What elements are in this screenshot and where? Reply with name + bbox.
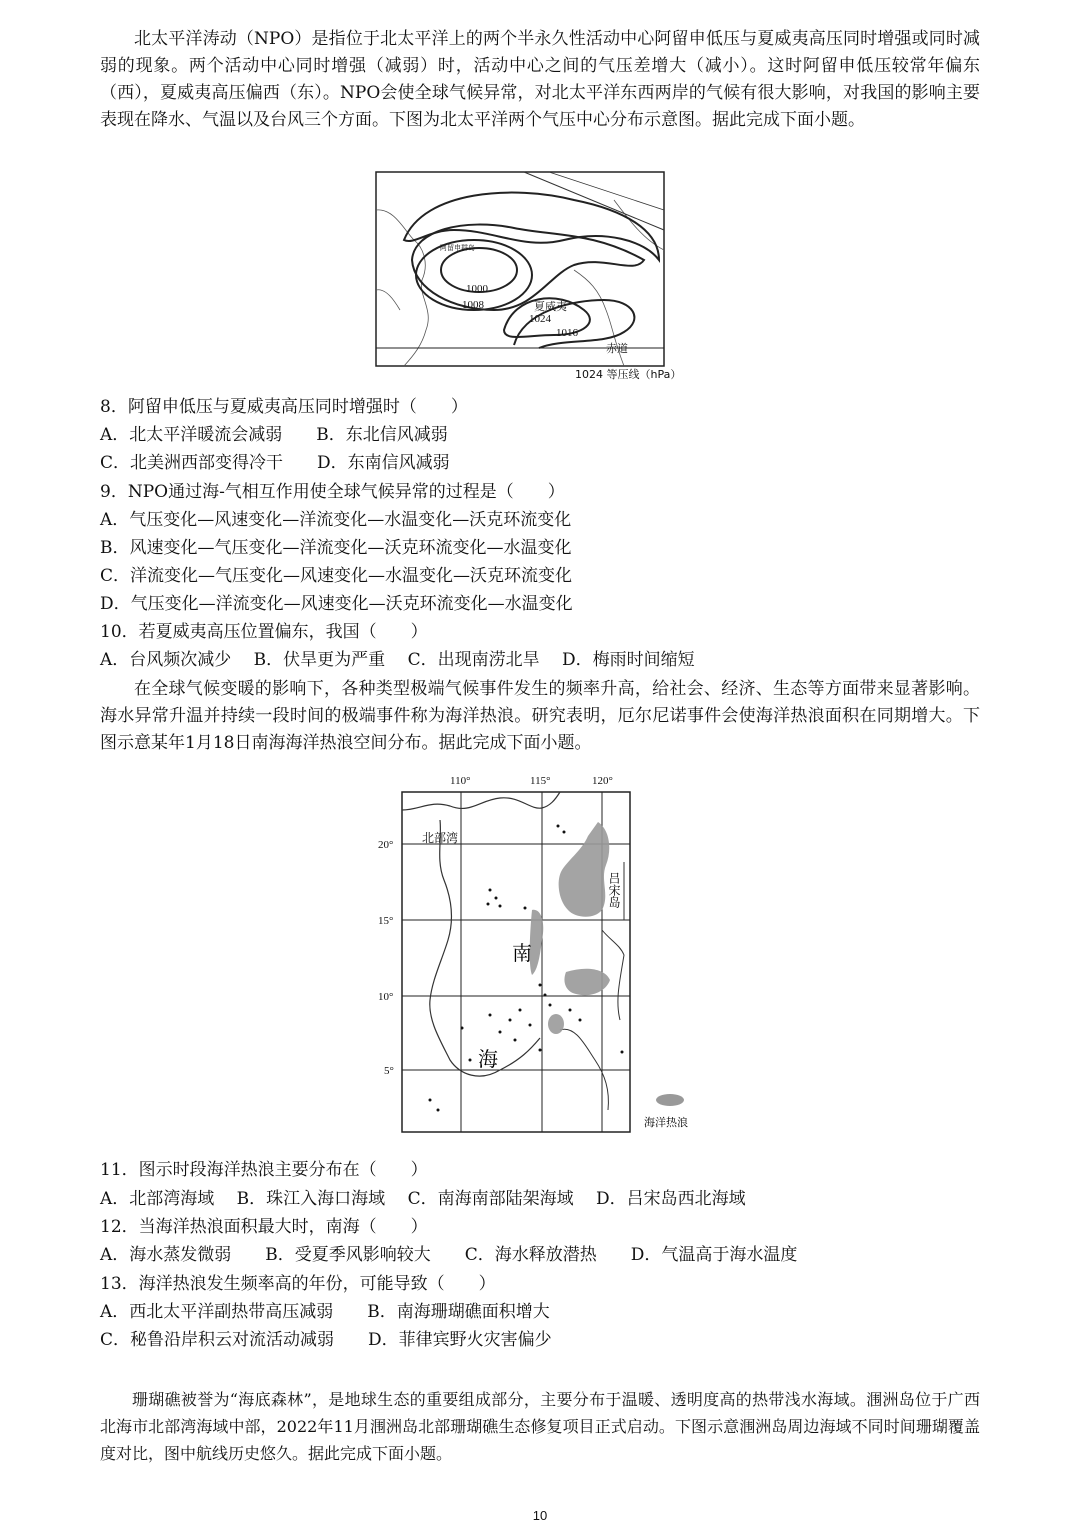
lon-label-120: 120° [592,775,613,787]
heatwave-legend-label: 海洋热浪 [644,1117,688,1129]
beibu-gulf-label: 北部湾 [422,831,459,845]
nanhai-label-hai: 海 [478,1049,498,1071]
passage-heatwave: 在全球气候变暖的影响下，各种类型极端气候事件发生的频率升高，给社会、经济、生态等方面带来显著影响。海水异常升温并持续一段时间的极端事件称为海洋热浪。研究表明，厄尔尼诺事件会使海洋热浪面积在同期增大。下图示意某年1月18日南海海洋热浪空间分布。据此完成下面小题。 [100,679,980,753]
lat-label-10: 10° [378,991,394,1003]
passage-coral: 珊瑚礁被誉为“海底森林”，是地球生态的重要组成部分，主要分布于温暖、透明度高的热带浅水海域。涠洲岛位于广西北海市北部湾海域中部，2022年11月涠洲岛北部珊瑚礁生态修复项目正式启动。下图示意涠洲岛周边海域不同时间珊瑚覆盖度对比，图中航线历史悠久。据此完成下面小题。 [100,1390,980,1463]
q11-options: A．北部湾海域 B．珠江入海口海域 C．南海南部陆架海域 D．吕宋岛西北海域 [100,1189,746,1209]
lat-label-20: 20° [378,839,394,851]
isobar-label-1000: 1000 [466,283,488,295]
passage-npo: 北太平洋涛动（NPO）是指位于北太平洋上的两个半永久性活动中心阿留申低压与夏威夷高压同时增强或同时减弱的现象。两个活动中心同时增强（减弱）时，活动中心之间的气压差增大（减小）。这时阿留申低压较常年偏东（西），夏威夷高压偏西（东）。NPO会使全球气候异常，对北太平洋东西两岸的气候有很大影响，对我国的影响主要表现在降水、气温以及台风三个方面。下图为北太平洋两个气压中心分布示意图。据此完成下面小题。 [100,29,980,130]
isobar-label-1016: 1016 [556,327,578,339]
north-pacific-pressure-map [374,170,666,370]
q8-options-cd: C．北美洲西部变得冷干 D．东南信风减弱 [100,453,450,473]
q12-options: A．海水蒸发微弱 B．受夏季风影响较大 C．海水释放潜热 D．气温高于海水温度 [100,1245,798,1265]
isobar-legend: 1024 等压线（hPa） [575,368,682,381]
q9-option-d: D．气压变化—洋流变化—风速变化—沃克环流变化—水温变化 [100,594,573,614]
isobar-label-1008: 1008 [462,299,484,311]
south-china-sea-heatwave-map [370,770,710,1142]
q9-option-c: C．洋流变化—气压变化—风速变化—水温变化—沃克环流变化 [100,566,573,586]
lat-label-5: 5° [384,1065,394,1077]
lon-label-110: 110° [450,775,471,787]
lon-label-115: 115° [530,775,551,787]
q8-stem: 8．阿留申低压与夏威夷高压同时增强时（ ） [100,397,468,417]
q12-stem: 12．当海洋热浪面积最大时，南海（ ） [100,1217,428,1237]
equator-label: 赤道 [606,343,628,355]
q13-stem: 13．海洋热浪发生频率高的年份，可能导致（ ） [100,1274,496,1294]
q9-option-b: B．风速变化—气压变化—洋流变化—沃克环流变化—水温变化 [100,538,572,558]
q8-options-ab: A．北太平洋暖流会减弱 B．东北信风减弱 [100,425,448,445]
hawaii-label: 夏威夷 [534,301,567,313]
isobar-label-1024: 1024 [529,313,551,325]
luzon-label: 吕宋岛 [607,872,621,908]
q10-options: A．台风频次减少 B．伏旱更为严重 C．出现南涝北旱 D．梅雨时间缩短 [100,650,695,670]
q13-options-ab: A．西北太平洋副热带高压减弱 B．南海珊瑚礁面积增大 [100,1302,550,1322]
aleutian-label: 阿留申群岛 [440,244,475,252]
q11-stem: 11．图示时段海洋热浪主要分布在（ ） [100,1160,428,1180]
q9-option-a: A．气压变化—风速变化—洋流变化—水温变化—沃克环流变化 [100,510,572,530]
heatwave-legend-swatch [656,1094,684,1106]
q9-stem: 9．NPO通过海-气相互作用使全球气候异常的过程是（ ） [100,482,565,502]
lat-label-15: 15° [378,915,394,927]
q13-options-cd: C．秘鲁沿岸积云对流活动减弱 D．菲律宾野火灾害偏少 [100,1330,552,1350]
q10-stem: 10．若夏威夷高压位置偏东，我国（ ） [100,622,428,642]
page-number: 10 [532,1508,548,1523]
nanhai-label-nan: 南 [512,943,532,965]
